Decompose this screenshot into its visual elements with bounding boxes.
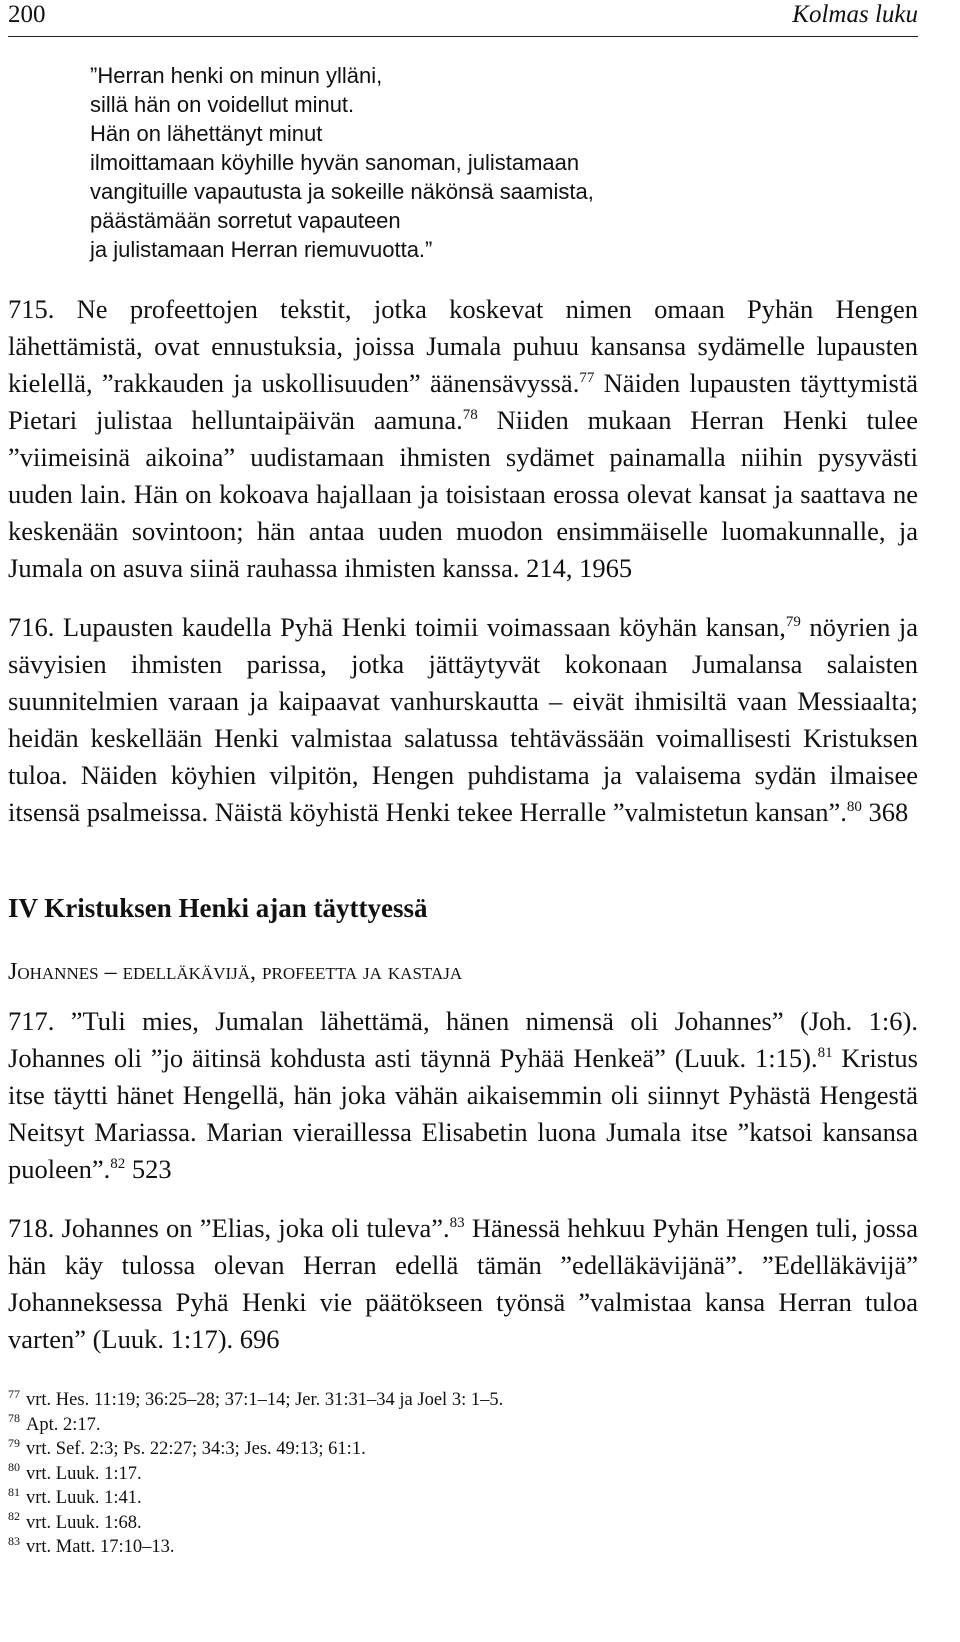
paragraph-text: 718. Johannes on ”Elias, joka oli tuleva”. xyxy=(8,1213,450,1243)
footnote xyxy=(8,1535,918,1560)
footnote-text: vrt. Matt. 17:10–13. xyxy=(26,1537,175,1557)
paragraph-text: Hänessä hehkuu Pyhän Hengen tuli, jossa hän käy tulossa olevan Herran edellä tämän ”edelläkävijänä”. ”Edelläkävijä” Johanneksessa Pyhä Henki vie päätökseen työnsä ”valmistaa kansa Herran tuloa varten” (Luuk. 1:17). 696 xyxy=(8,1213,919,1354)
footnote xyxy=(8,1413,918,1438)
footnote-number: 78 xyxy=(8,1411,20,1426)
footnote-ref: 83 xyxy=(449,1215,465,1232)
paragraph-715 xyxy=(8,291,918,587)
footnotes xyxy=(8,1388,918,1560)
quote-line: ilmoittamaan köyhille hyvän sanoman, julistamaan xyxy=(90,150,580,175)
paragraph-text: 717. ”Tuli mies, Jumalan lähettämä, hänen nimensä oli Johannes” (Joh. 1:6). Johannes oli ”jo äitinsä kohdusta asti täynnä Pyhää Henkeä” (Luuk. 1:15). xyxy=(8,1006,918,1073)
paragraph-text: Kristus itse täytti hänet Hengellä, hän joka vähän aikaisemmin oli siinnyt Pyhästä Hengestä Neitsyt Mariassa. Marian vieraillessa Elisabetin luona Jumala itse ”katsoi kansansa puoleen”. xyxy=(8,1043,918,1184)
paragraph-gap xyxy=(8,1188,918,1210)
paragraph-text: 716. Lupausten kaudella Pyhä Henki toimii voimassaan köyhän kansan, xyxy=(8,612,786,642)
footnote xyxy=(8,1462,918,1487)
paragraph-text: 523 xyxy=(125,1154,172,1184)
quote-line: ”Herran henki on minun ylläni, xyxy=(90,63,383,88)
paragraph-text: Näiden lupausten täyttymistä Pietari julistaa helluntaipäivän aamuna. xyxy=(8,368,918,435)
paragraph-716 xyxy=(8,609,918,831)
footnote-text: Apt. 2:17. xyxy=(26,1414,101,1435)
paragraph-text: 368 xyxy=(861,797,909,827)
running-title: Kolmas luku xyxy=(792,1,918,28)
footnote-number: 83 xyxy=(8,1533,20,1548)
footnote-ref: 81 xyxy=(817,1045,833,1062)
paragraph-text: 715. Ne profeettojen tekstit, jotka koskevat nimen omaan Pyhän Hengen lähettämistä, ovat ennustuksia, joissa Jumala puhuu kansansa sydämelle lupausten kielellä, ”rakkauden ja uskollisuuden” äänensävyssä. xyxy=(8,294,918,398)
footnote xyxy=(8,1511,918,1536)
quote-line: vangituille vapautusta ja sokeille näkönsä saamista, xyxy=(90,179,594,204)
paragraph-text: nöyrien ja sävyisien ihmisten parissa, jotka jättäytyvät kokonaan Jumalansa salaisten suunnitelmien varaan ja kaipaavat vanhurskautta – eivät ihmisiltä vaan Messiaalta; heidän keskellään Henki valmistaa salatussa tehtävässään voimallisesti Kristuksen tuloa. Näiden köyhien vilpitön, Hengen puhdistama ja valaisema sydän ilmaisee itsensä psalmeissa. Näistä köyhistä Henki tekee Herralle ”valmistetun kansan”. xyxy=(8,612,918,827)
footnote-ref: 82 xyxy=(110,1156,126,1173)
paragraph-gap xyxy=(8,587,918,609)
book-page xyxy=(8,0,918,1560)
footnote-ref: 77 xyxy=(579,370,595,387)
footnote-number: 77 xyxy=(8,1386,20,1401)
footnote-text: vrt. Hes. 11:19; 36:25–28; 37:1–14; Jer. 31:31–34 ja Joel 3: 1–5. xyxy=(26,1390,504,1410)
footnote-number: 79 xyxy=(8,1435,20,1450)
subsection-heading: Johannes – edelläkävijä, profeetta ja kastaja xyxy=(8,959,463,985)
paragraph-717 xyxy=(8,1003,918,1188)
footnote-text: vrt. Luuk. 1:41. xyxy=(26,1488,142,1508)
paragraph-text: Niiden mukaan Herran Henki tulee ”viimeisinä aikoina” uudistamaan ihmisten sydämet painamalla niihin pysyvästi uuden lain. Hän on kokoava hajallaan ja toisistaan erossa olevat kansat ja saattava ne keskenään sovintoon; hän antaa uuden muodon ensimmäiselle luomakunnalle, ja Jumala on asuva siinä rauhassa ihmisten kanssa. 214, 1965 xyxy=(8,405,918,583)
page-number: 200 xyxy=(8,1,46,28)
quote-line: Hän on lähettänyt minut xyxy=(90,121,323,146)
block-quote xyxy=(90,61,918,264)
section-heading: IV Kristuksen Henki ajan täyttyessä xyxy=(8,893,428,923)
footnote-text: vrt. Sef. 2:3; Ps. 22:27; 34:3; Jes. 49:13; 61:1. xyxy=(26,1439,366,1459)
footnote-text: vrt. Luuk. 1:68. xyxy=(26,1512,142,1533)
footnote-number: 82 xyxy=(8,1509,20,1524)
footnote xyxy=(8,1437,918,1462)
footnote-ref: 80 xyxy=(846,799,862,816)
quote-line: päästämään sorretut vapauteen xyxy=(90,208,401,233)
quote-line: sillä hän on voidellut minut. xyxy=(90,92,355,117)
footnote-text: vrt. Luuk. 1:17. xyxy=(26,1463,142,1484)
paragraph-718 xyxy=(8,1210,918,1358)
footnote xyxy=(8,1486,918,1511)
quote-line: ja julistamaan Herran riemuvuotta.” xyxy=(90,237,433,262)
footnote xyxy=(8,1388,918,1413)
footnote-ref: 79 xyxy=(785,614,801,631)
footnote-number: 80 xyxy=(8,1460,20,1475)
footnote-number: 81 xyxy=(8,1484,20,1499)
page-header xyxy=(8,0,918,37)
footnote-ref: 78 xyxy=(462,407,478,424)
